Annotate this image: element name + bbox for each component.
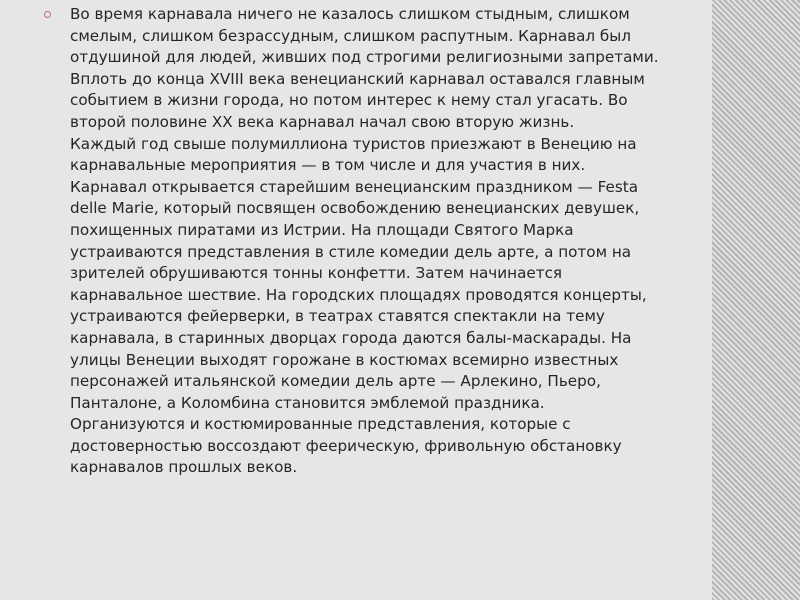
decorative-stripe-bar [712, 0, 800, 600]
paragraph-line: событием в жизни города, но потом интерес к нему стал угасать. Во [70, 91, 628, 110]
bullet-paragraph [70, 4, 734, 479]
paragraph-line: устраиваются представления в стиле комедии дель арте, а потом на [70, 242, 632, 261]
paragraph-line: Панталоне, а Коломбина становится эмблемой праздника. [70, 393, 545, 412]
paragraph-line: улицы Венеции выходят горожане в костюмах всемирно известных [70, 350, 619, 369]
paragraph-line: Вплоть до конца XVIII века венецианский карнавал оставался главным [70, 69, 645, 88]
paragraph-line: карнавальные мероприятия — в том числе и для участия в них. [70, 156, 586, 175]
paragraph-line: карнавальное шествие. На городских площадях проводятся концерты, [70, 285, 647, 304]
paragraph-line: Организуются и костюмированные представления, которые с [70, 415, 571, 434]
paragraph-line: похищенных пиратами из Истрии. На площади Святого Марка [70, 220, 574, 239]
paragraph-line: персонажей итальянской комедии дель арте — Арлекино, Пьеро, [70, 372, 601, 391]
bullet-item [44, 4, 734, 479]
paragraph-line: зрителей обрушиваются тонны конфетти. Затем начинается [70, 264, 563, 283]
paragraph-line: устраиваются фейерверки, в театрах ставятся спектакли на тему [70, 307, 605, 326]
paragraph-line: Карнавал открывается старейшим венецианским праздником — Festa [70, 177, 639, 196]
slide-content [44, 4, 734, 479]
paragraph-line: Каждый год свыше полумиллиона туристов приезжают в Венецию на [70, 134, 637, 153]
bullet-circle-icon [44, 11, 51, 18]
paragraph-line: второй половине XX века карнавал начал свою вторую жизнь. [70, 112, 575, 131]
paragraph-line: Во время карнавала ничего не казалось слишком стыдным, слишком [70, 5, 630, 23]
paragraph-line: достоверностью воссоздают феерическую, фривольную обстановку [70, 436, 622, 455]
paragraph-line: отдушиной для людей, живших под строгими религиозными запретами. [70, 48, 659, 67]
paragraph-line: delle Marie, который посвящен освобождению венецианских девушек, [70, 199, 640, 218]
paragraph-line: карнавала, в старинных дворцах города даются балы-маскарады. На [70, 328, 632, 347]
paragraph-line: карнавалов прошлых веков. [70, 458, 298, 477]
paragraph-line: смелым, слишком безрассудным, слишком распутным. Карнавал был [70, 26, 631, 45]
